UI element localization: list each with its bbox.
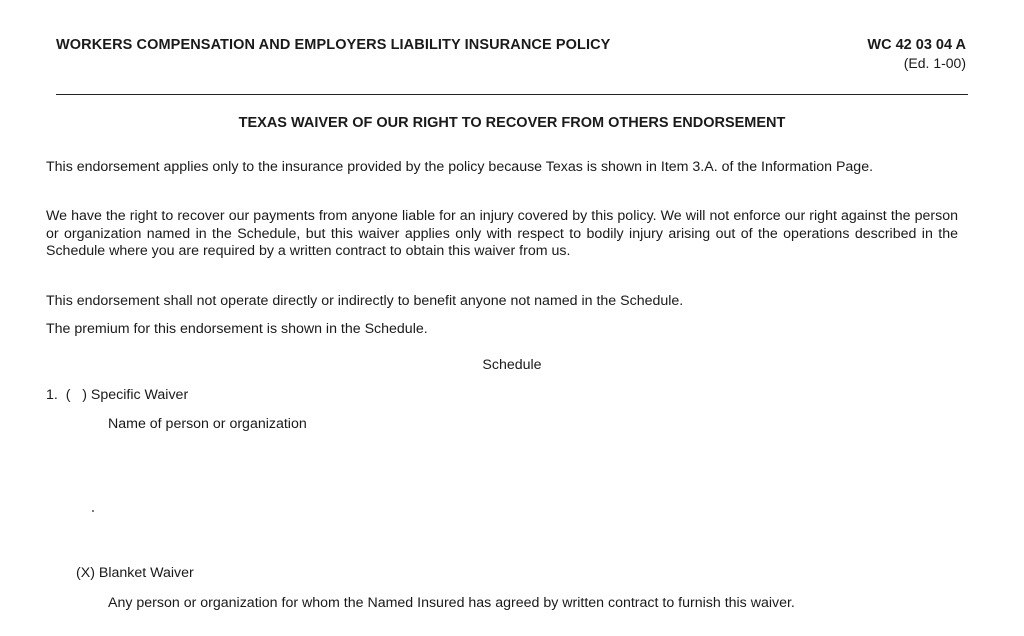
- endorsement-title: TEXAS WAIVER OF OUR RIGHT TO RECOVER FROM OTHERS ENDORSEMENT: [238, 115, 786, 131]
- policy-title: WORKERS COMPENSATION AND EMPLOYERS LIABILITY INSURANCE POLICY: [56, 37, 611, 53]
- paragraph-right-to-recover: We have the right to recover our payments from anyone liable for an injury covered by this policy. We will not enforce our right against the person or organization named in the Schedule, but this waiver applies only with respect to bodily injury arising out of the operations described in the Schedule where you are required by a written contract to obtain this waiver from us.: [46, 208, 958, 259]
- paragraph-no-benefit: This endorsement shall not operate directly or indirectly to benefit anyone not named in the Schedule.: [46, 293, 684, 309]
- schedule-heading: Schedule: [482, 357, 542, 373]
- specific-waiver-option: 1. ( ) Specific Waiver: [46, 387, 189, 403]
- blanket-waiver-description: Any person or organization for whom the Named Insured has agreed by written contract to furnish this waiver.: [108, 595, 795, 611]
- form-number: WC 42 03 04 A: [867, 37, 966, 53]
- header-divider: [56, 94, 968, 95]
- scan-speck: [92, 510, 94, 512]
- form-edition: (Ed. 1-00): [903, 55, 966, 71]
- blanket-waiver-option: (X) Blanket Waiver: [76, 565, 194, 581]
- paragraph-premium: The premium for this endorsement is shown in the Schedule.: [46, 321, 428, 337]
- name-of-organization-label: Name of person or organization: [108, 416, 307, 432]
- paragraph-applicability: This endorsement applies only to the insurance provided by the policy because Texas is shown in Item 3.A. of the Information Page.: [46, 159, 874, 175]
